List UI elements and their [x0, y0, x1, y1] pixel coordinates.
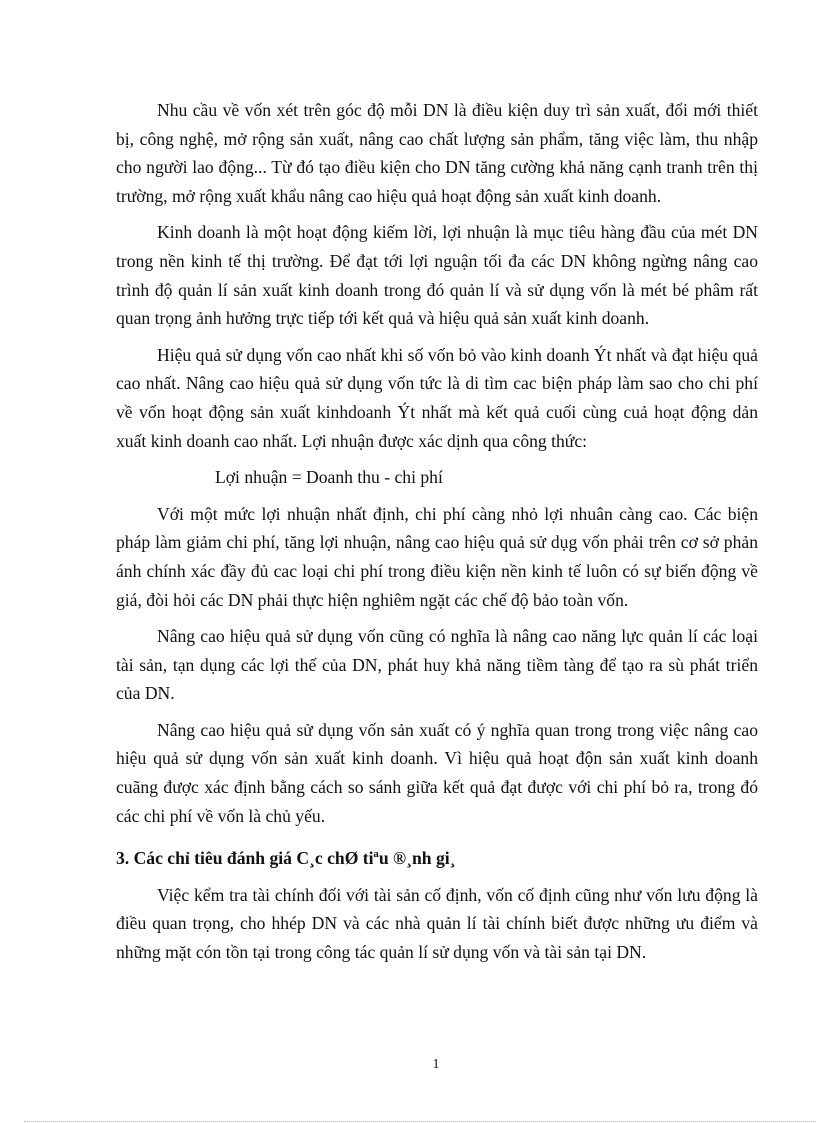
profit-formula: Lợi nhuận = Doanh thu - chi phí	[215, 467, 443, 488]
paragraph-significance: Nâng cao hiệu quả sử dụng vốn sản xuất có ý nghĩa quan trong trong việc nâng cao hiệu quả sử dụng vốn sản xuất kinh doanh. Vì hiệu quả hoạt độn sản xuất kinh doanh cuãng được xác định bằng cách so sánh giữa kết quả đạt được với chi phí bỏ ra, trong đó các chi phí về vốn là chủ yếu.	[116, 719, 758, 826]
document-page	[116, 96, 758, 975]
page-bottom-divider	[24, 1121, 816, 1122]
paragraph-profit-goal: Kinh doanh là một hoạt động kiếm lời, lợi nhuận là mục tiêu hàng đầu của mét DN trong nền kinh tế thị trường. Để đạt tới lợi nguận tối đa các DN không ngừng nâng cao trình độ quản lí sản xuất kinh doanh trong đó quản lí và sử dụng vốn là mét bé phâm rất quan trọng ảnh hưởng trực tiếp tới kết quả và hiệu quả sản xuất kinh doanh.	[116, 222, 758, 329]
page-number: 1	[432, 1057, 440, 1072]
paragraph-financial-inspection: Việc kểm tra tài chính đối với tài sản cố định, vốn cố định cũng như vốn lưu động là điều quan trọng, cho hhép DN và các nhà quản lí tài chính biết được những ưu điểm và những mặt cón tồn tại trong công tác quản lí sử dụng vốn và tài sản tại DN.	[116, 884, 758, 963]
paragraph-cost-reduction: Với một mức lợi nhuận nhất định, chi phí càng nhỏ lợi nhuân càng cao. Các biện pháp làm giảm chi phí, tăng lợi nhuận, nâng cao hiệu quả sử dụg vốn phải trên cơ sở phản ánh chính xác đầy đủ cac loại chi phí trong điều kiện nền kinh tế luôn có sự biến động về giá, đòi hỏi các DN phải thực hiện nghiêm ngặt các chế độ bảo toàn vốn.	[116, 503, 758, 610]
paragraph-capital-efficiency: Hiệu quả sử dụng vốn cao nhất khi số vốn bỏ vào kinh doanh Ýt nhất và đạt hiệu quả cao nhất. Nâng cao hiệu quả sử dụng vốn tức là di tìm cac biện pháp làm sao cho chi phí về vốn hoạt động sản xuất kinhdoanh Ýt nhất mà kết quả cuối cùng cuả hoạt động dản xuất kinh doanh cao nhất. Lợi nhuận được xác dịnh qua công thức:	[116, 344, 758, 451]
paragraph-asset-management: Nâng cao hiệu quả sử dụng vốn cũng có nghĩa là nâng cao năng lực quản lí các loại tài sản, tạn dụng các lợi thế của DN, phát huy khả năng tiềm tàng để tạo ra sù phát triển của DN.	[116, 626, 758, 704]
section-heading: 3. Các chỉ tiêu đánh giá C¸c chØ tiªu ®¸nh gi¸	[116, 848, 456, 869]
paragraph-capital-demand: Nhu cầu về vốn xét trên góc độ mỗi DN là điều kiện duy trì sản xuất, đổi mới thiết bị, công nghệ, mở rộng sản xuất, nâng cao chất lượng sản phẩm, tăng việc làm, thu nhập cho người lao động... Từ đó tạo điều kiện cho DN tăng cường khả năng cạnh tranh trên thị trường, mở rộng xuất khẩu nâng cao hiệu quả hoạt động sản xuất kinh doanh.	[116, 100, 758, 206]
